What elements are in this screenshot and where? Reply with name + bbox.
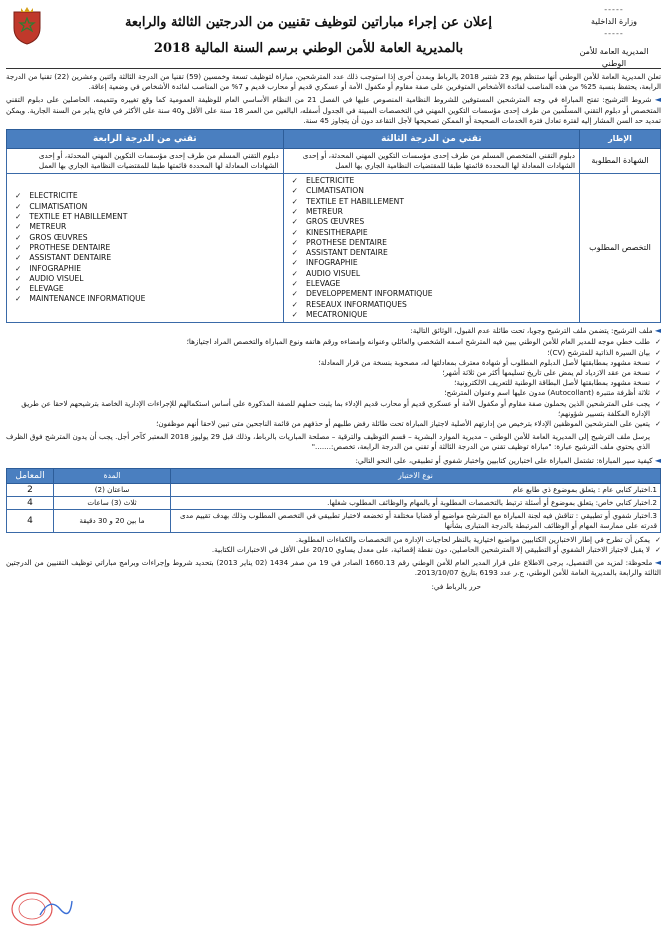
list-item: ✓ KINESITHERAPIE xyxy=(292,228,575,238)
exam-type: 3.اختبار شفوي أو تطبيقي : تناقش فيه لجنة المباراة مع المترشح مواضيع أو قضايا مختلفة أو تخضعه لاختبار تطبيقي في التخصص المطلوب وذلك بهدف تقييم مدى قدرته على ممارسة المهام أو الوظائف المرتبطة بالدرجة المتبارى بشأنها xyxy=(171,509,661,532)
list-item: ✓ INFOGRAPHIE xyxy=(292,258,575,268)
header-duration: المدة xyxy=(54,468,171,483)
list-item: ✓ نسخة من عقد الازدياد لم يمض على تاريخ تسليمها أكثر من ثلاثة أشهر؛ xyxy=(6,368,661,378)
list-item: ✓ AUDIO VISUEL xyxy=(292,269,575,279)
arrow-bullet-icon: ◄ xyxy=(654,326,661,336)
intro-paragraph: تعلن المديرية العامة للأمن الوطني أنها ستنظم يوم 23 شتنبر 2018 بالرباط وبمدن أخرى إذا استوجب ذلك عدد المترشحين، مباراة لتوظيف تسعة وخمسين (59) تقنيا من الدرجة الثالثة واثنين وعشرين (22) تقنيا من الدرجة الرابعة، يحتفظ بنسبة 25% من هذه المناصب لفائدة الأشخاص المتوفرين على صفة مقاوم أو مكفول الأمة أو عسكري قديم أو محارب قديم و 7% من المناصب لفائدة الأشخاص في وضعية إعاقة. xyxy=(6,72,661,92)
exam-coefficient: 2 xyxy=(7,483,54,496)
list-item: ✓ يجب على المترشحين الذين يحملون صفة مقاوم أو مكفول الأمة أو عسكري قديم أو محارب قديم الإدلاء بما يثبت حملهم للصفة المذكورة على أساس استكمالهم للإجراءات الإدارية الخاصة بترشيحهم لاحقا عن طريق الإدارة المكلفة بتسيير شؤونهم؛ xyxy=(6,399,661,419)
list-item: ✓ GROS ŒUVRES xyxy=(292,217,575,227)
list-item: ✓ ELEVAGE xyxy=(15,284,279,294)
conditions-paragraph xyxy=(6,95,661,126)
list-item: ✓ METREUR xyxy=(15,222,279,232)
list-item: ✓ يتعين على المترشحين الموظفين الإدلاء بترخيص من إدارتهم الأصلية لاجتياز المباراة تحت طائلة رفض طلبهم أو حذفهم من قائمة الناجحين متى تبين لاحقا أنهم موظفون؛ xyxy=(6,419,661,429)
list-item: ✓ AUDIO VISUEL xyxy=(15,274,279,284)
remark-paragraph xyxy=(6,558,661,578)
document-header xyxy=(6,4,661,69)
list-item: ✓ TEXTILE ET HABILLEMENT xyxy=(292,197,575,207)
header-grade-3: تقني من الدرجة الثالثة xyxy=(283,130,579,149)
ministry-dash-2: ----- xyxy=(604,29,624,38)
dossier-intro: ملف الترشيح: يتضمن ملف الترشيح وجوبا، تحت طائلة عدم القبول، الوثائق التالية: xyxy=(410,326,653,336)
list-item: ✓ ASSISTANT DENTAIRE xyxy=(292,248,575,258)
list-item: ✓ INFOGRAPHIE xyxy=(15,264,279,274)
official-stamp-icon xyxy=(10,887,76,927)
specialty-list-grade-4 xyxy=(11,191,279,304)
ministry-name: وزارة الداخلية xyxy=(591,17,637,26)
table-row xyxy=(7,496,661,509)
exam-intro: كيفية سير المباراة: تشتمل المباراة على اختبارين كتابيين واختبار شفوي أو تطبيقي، على النحو التالي: xyxy=(355,455,653,465)
dossier-list xyxy=(6,337,661,429)
signature-line: حرر بالرباط في: xyxy=(431,581,481,591)
list-item: ✓ ثلاثة أظرفة متنبرة (Autocollant) مدون عليها اسم وعنوان المترشح؛ xyxy=(6,388,661,398)
list-item: ✓ GROS ŒUVRES xyxy=(15,233,279,243)
dossier-heading xyxy=(6,326,661,336)
requirements-header-row xyxy=(7,130,661,149)
exam-duration: ثلاث (3) ساعات xyxy=(54,496,171,509)
list-item: ✓ RESEAUX INFORMATIQUES xyxy=(292,300,575,310)
list-item: ✓ METREUR xyxy=(292,207,575,217)
diploma-label: الشهادة المطلوبة xyxy=(580,149,661,174)
header-frame: الإطار xyxy=(580,130,661,149)
list-item: ✓ طلب خطي موجه للمدير العام للأمن الوطني يبين فيه المترشح اسمه الشخصي والعائلي وعنوانه وإمضاءه ورقم هاتفه ونوع المباراة والتخصص المراد اجتيازها؛ xyxy=(6,337,661,347)
specialty-grade-3 xyxy=(283,174,579,323)
send-paragraph: يرسل ملف الترشيح إلى المديرية العامة للأمن الوطني – مديرية الموارد البشرية – قسم التوظيف والترقية – مصلحة المباريات بالرباط، وذلك قبل 29 يوليوز 2018 المعتبر كآخر أجل. يجب أن يدون المترشح فوق الظرف الذي يحتوي ملف الترشيح عبارة: "مباراة توظيف تقني من الدرجة الثالثة أو تقني من الدرجة الرابعة، تخصص:......." xyxy=(6,432,650,452)
conditions-text: شروط الترشيح: تفتح المباراة في وجه المترشحين المستوفين للشروط النظامية المنصوص عليها في الفصل 21 من النظام الأساسي العام للوظيفة العمومية كما وقع تغييره وتتميمه، الحاصلين على دبلوم التقني المتخصص أو دبلوم التقني المسلّمين من طرف إحدى مؤسسات التكوين المهني في التخصصات المبينة في الجدول أسفله، البالغين من العمر 18 سنة على الأقل و40 سنة على الأكثر في فاتح يناير من السنة الجارية. ويمكن تمديد حد السن المشار إليه لفترة تعادل فترة الخدمات الصحيحة أو الممكن تصحيحها لأجل التقاعد دون أن يتجاوز 45 سنة. xyxy=(6,95,661,125)
exam-duration: ما بين 20 و 30 دقيقة xyxy=(54,509,171,532)
directorate-name: المديرية العامة للأمن الوطني xyxy=(579,47,649,68)
remark-text: ملحوظة: لمزيد من التفصيل، يرجى الاطلاع على قرار المدير العام للأمن الوطني رقم 1660.13 الصادر في 19 من صفر 1434 (02 يناير 2013) بتحديد شروط وإجراءات وبرامج مباراتي توظيف التقنيين من الدرجتين الثالثة والرابعة بالمديرية العامة للأمن الوطني، ج.ر عدد 6193 بتاريخ 2013/10/07. xyxy=(6,558,661,578)
list-item: ✓ ELECTRICITE xyxy=(292,176,575,186)
list-item: ✓ يمكن أن تطرح في إطار الاختبارين الكتابيين مواضيع اختيارية بالنظر لحاجيات الإدارة من التخصصات والكفاءات المطلوبة. xyxy=(6,535,661,545)
exam-coefficient: 4 xyxy=(7,496,54,509)
list-item: ✓ بيان السيرة الذاتية للمترشح (CV)؛ xyxy=(6,348,661,358)
header-exam-type: نوع الاختبار xyxy=(171,468,661,483)
list-item: ✓ CLIMATISATION xyxy=(292,186,575,196)
exam-type: 2.اختبار كتابي خاص: يتعلق بموضوع أو أسئلة ترتبط بالتخصصات المطلوبة أو بالمهام والوظائف المطلوب شغلها. xyxy=(171,496,661,509)
list-item: ✓ TEXTILE ET HABILLEMENT xyxy=(15,212,279,222)
ministry-dash: ----- xyxy=(604,5,624,14)
diploma-grade-4: دبلوم التقني المسلم من طرف إحدى مؤسسات التكوين المهني المحدثة، أو إحدى الشهادات المعادلة لها المحددة قائمتها طبقا للمقتضيات النظامية الجاري بها العمل xyxy=(7,149,284,174)
list-item: ✓ DEVELOPPEMENT INFORMATIQUE xyxy=(292,289,575,299)
list-item: ✓ نسخة مشهود بمطابقتها لأصل البطاقة الوطنية للتعريف الالكترونية؛ xyxy=(6,378,661,388)
exam-table xyxy=(6,468,661,533)
exam-duration: ساعتان (2) xyxy=(54,483,171,496)
table-row xyxy=(7,483,661,496)
requirements-table xyxy=(6,129,661,323)
list-item: ✓ MAINTENANCE INFORMATIQUE xyxy=(15,294,279,304)
table-row xyxy=(7,509,661,532)
list-item: ✓ ELECTRICITE xyxy=(15,191,279,201)
specialty-label: التخصص المطلوب xyxy=(580,174,661,323)
list-item: ✓ MECATRONIQUE xyxy=(292,310,575,320)
exam-coefficient: 4 xyxy=(7,509,54,532)
list-item: ✓ ASSISTANT DENTAIRE xyxy=(15,253,279,263)
arrow-bullet-icon: ◄ xyxy=(654,558,662,568)
specialty-row xyxy=(7,174,661,323)
title-line-1: إعلان عن إجراء مباراتين لتوظيف تقنيين من الدرجتين الثالثة والرابعة xyxy=(124,15,493,30)
exam-header-row xyxy=(7,468,661,483)
list-item: ✓ ELEVAGE xyxy=(292,279,575,289)
header-grade-4: تقني من الدرجة الرابعة xyxy=(7,130,284,149)
title-line-2: بالمديرية العامة للأمن الوطني برسم السنة المالية 2018 xyxy=(153,41,464,56)
diploma-row xyxy=(7,149,661,174)
list-item: ✓ PROTHESE DENTAIRE xyxy=(15,243,279,253)
document-title xyxy=(66,10,551,62)
arrow-bullet-icon: ◄ xyxy=(654,95,661,105)
exam-heading xyxy=(6,456,661,466)
list-item: ✓ لا يقبل لاجتياز الاختبار الشفوي أو التطبيقي إلا المترشحين الحاصلين، دون نقطة إقصائية، على معدل يساوي 20/10 على الأقل في الاختبارات الكتابية. xyxy=(6,545,661,555)
exam-type: 1.اختبار كتابي عام : يتعلق بموضوع ذي طابع عام xyxy=(171,483,661,496)
specialty-grade-4 xyxy=(7,174,284,323)
header-coefficient: المعامل xyxy=(7,468,54,483)
arrow-bullet-icon: ◄ xyxy=(654,455,661,465)
ministry-block xyxy=(571,4,657,70)
notes-list xyxy=(6,535,661,555)
list-item: ✓ CLIMATISATION xyxy=(15,202,279,212)
coat-of-arms-icon xyxy=(10,6,44,46)
list-item: ✓ نسخة مشهود بمطابقتها لأصل الدبلوم المطلوب أو شهادة معترف بمعادلتها له، مصحوبة بنسخة من قرار المعادلة؛ xyxy=(6,358,661,368)
list-item: ✓ PROTHESE DENTAIRE xyxy=(292,238,575,248)
specialty-list-grade-3 xyxy=(288,176,575,320)
diploma-grade-3: دبلوم التقني المتخصص المسلم من طرف إحدى مؤسسات التكوين المهني المحدثة، أو إحدى الشهادات المعادلة لها المحددة قائمتها طبقا للمقتضيات النظامية الجاري بها العمل xyxy=(283,149,579,174)
